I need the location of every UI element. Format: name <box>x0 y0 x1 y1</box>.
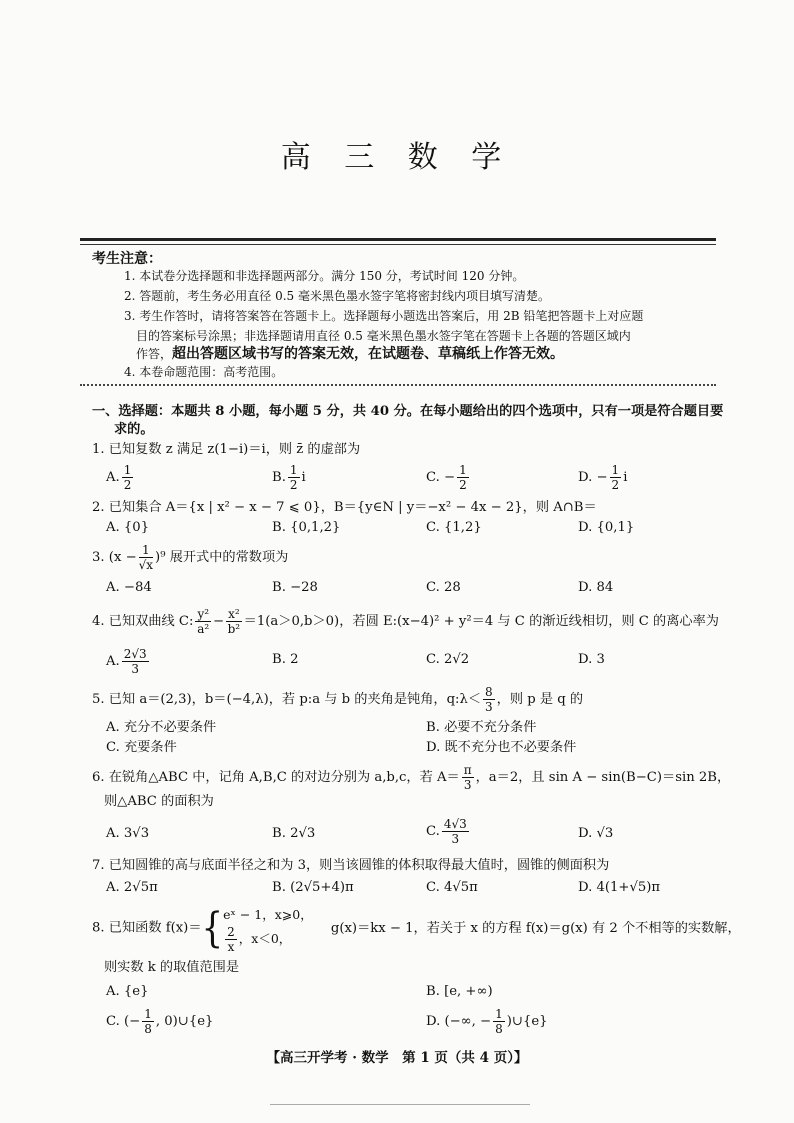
q5-f-den: 3 <box>485 700 493 714</box>
q3-suffix: 展开式中的常数项为 <box>169 550 289 565</box>
q4-f1-den: a² <box>197 622 210 636</box>
q1-d-num: 1 <box>611 463 620 477</box>
q6-f-num: π <box>463 763 472 777</box>
q4-minus: − <box>213 614 225 629</box>
q8-c-a: C. (− <box>106 1014 141 1029</box>
q8-d-num: 1 <box>495 1007 503 1021</box>
q8-c-frac <box>142 1008 154 1035</box>
q8-piece2-den: x <box>227 940 235 954</box>
notice-item-2: 2. 答题前，考生务必用直径 0.5 毫米黑色墨水签字笔将密封线内项目填写清楚。 <box>124 289 550 303</box>
q6-stem-a: 6. 在锐角△ABC 中，记角 A,B,C 的对边分别为 a,b,c，若 A＝ <box>92 770 460 785</box>
q1-d-label: D. − <box>578 470 608 485</box>
q6-c-frac <box>442 818 469 845</box>
q8-stem-line2: 则实数 k 的取值范围是 <box>104 960 240 975</box>
q8-d-b: )∪{e} <box>506 1014 548 1029</box>
q4-a-num: 2√3 <box>123 647 147 661</box>
q4-frac-1 <box>195 608 211 635</box>
q8-stem <box>92 904 741 953</box>
q4-stem-b: ＝1(a＞0,b＞0)，若圆 E:(x−4)² + y²＝4 与 C 的渐近线相切，则 C 的离心率为 <box>243 614 719 629</box>
q3-frac-den: √x <box>138 558 154 572</box>
q2-option-a: A. {0} <box>106 520 150 535</box>
notice-emphasis: 超出答题区域书写的答案无效，在试题卷、草稿纸上作答无效。 <box>172 346 565 362</box>
notice-item-3-end <box>136 344 736 364</box>
q3-expr-left: (x − <box>108 550 137 565</box>
q1-c-num: 1 <box>459 463 467 477</box>
q2-stem: 2. 已知集合 A＝{x | x² − x − 7 ⩽ 0}，B＝{y∈N | y＝−x² − 4x − 2}，则 A∩B＝ <box>92 500 597 515</box>
notice-item-3-cont: 目的答案标号涂黑；非选择题请用直径 0.5 毫米黑色墨水签字笔在答题卡上各题的答题区域内 <box>136 329 631 343</box>
page-title: 高 三 数 学 <box>280 140 514 175</box>
q5-stem-a: 5. 已知 a＝(2,3)，b＝(−4,λ)，若 p:a 与 b 的夹角是钝角，q:λ＜ <box>92 692 482 707</box>
q4-a-frac <box>122 648 149 675</box>
q8-pieces <box>223 904 313 953</box>
q2-option-d: D. {0,1} <box>578 520 635 535</box>
notice-divider <box>80 384 716 386</box>
notice-item-1: 1. 本试卷分选择题和非选择题两部分。满分 150 分，考试时间 120 分钟。 <box>124 269 525 283</box>
q3-option-c: C. 28 <box>426 580 461 595</box>
q4-frac-2 <box>226 608 242 635</box>
q8-piece-2-frac <box>225 926 237 953</box>
q8-option-a: A. {e} <box>106 984 149 999</box>
q8-piece2-num: 2 <box>227 925 235 939</box>
q4-a-den: 3 <box>131 662 139 676</box>
q1-a-frac <box>122 464 134 491</box>
footer-rule <box>270 1104 530 1105</box>
q8-c-b: , 0)∪{e} <box>155 1014 214 1029</box>
q8-option-b: B. [e, +∞) <box>426 984 493 999</box>
q6-c-den: 3 <box>451 832 460 846</box>
q7-option-a: A. 2√5π <box>106 880 158 895</box>
q3-option-a: A. −84 <box>106 580 152 595</box>
q1-c-frac <box>457 464 469 491</box>
q3-stem <box>92 544 288 571</box>
q7-stem: 7. 已知圆锥的高与底面半径之和为 3，则当该圆锥的体积取得最大值时，圆锥的侧面积为 <box>92 858 610 873</box>
q6-c-label: C. <box>426 824 440 839</box>
q1-b-suffix: i <box>301 470 306 485</box>
q3-prefix: 3. <box>92 550 105 565</box>
q8-option-c <box>106 1008 213 1035</box>
q8-d-a: D. (−∞, − <box>426 1014 492 1029</box>
q7-option-b: B. (2√5+4)π <box>272 880 354 895</box>
q1-a-label: A. <box>106 470 120 485</box>
q4-option-c: C. 2√2 <box>426 652 470 667</box>
q1-option-a <box>106 464 135 491</box>
q5-option-a: A. 充分不必要条件 <box>106 720 217 735</box>
q1-d-suffix: i <box>623 470 628 485</box>
q8-option-d <box>426 1008 548 1035</box>
q5-stem <box>92 686 583 713</box>
q1-c-label: C. − <box>426 470 456 485</box>
q4-a-label: A. <box>106 654 120 669</box>
q2-option-b: B. {0,1,2} <box>272 520 341 535</box>
q3-option-b: B. −28 <box>272 580 318 595</box>
q3-expr-right: )⁹ <box>155 550 166 565</box>
q1-stem: 1. 已知复数 z 满足 z(1−i)＝i，则 z̄ 的虚部为 <box>92 442 361 457</box>
q4-f2-num: x² <box>228 607 240 621</box>
q1-b-label: B. <box>272 470 286 485</box>
q1-option-b <box>272 464 306 491</box>
header-rule-thin <box>80 244 716 245</box>
q5-option-d: D. 既不充分也不必要条件 <box>426 740 577 755</box>
q8-stem-b: g(x)＝kx − 1，若关于 x 的方程 f(x)＝g(x) 有 2 个不相等的实数解， <box>330 920 741 936</box>
q1-option-c <box>426 464 471 491</box>
q5-option-b: B. 必要不充分条件 <box>426 720 537 735</box>
page-footer: 【高三开学考 · 数学 第 1 页（共 4 页）】 <box>266 1050 528 1066</box>
q4-option-b: B. 2 <box>272 652 299 667</box>
q1-b-den: 2 <box>289 478 298 492</box>
q8-piece-2-rest: ，x＜0， <box>238 931 292 946</box>
q1-a-num: 1 <box>123 463 132 477</box>
q6-stem-b: ，a＝2，且 sin A − sin(B−C)＝sin 2B， <box>475 770 731 785</box>
q1-b-num: 1 <box>289 463 298 477</box>
q6-option-b: B. 2√3 <box>272 826 316 841</box>
section-heading-cont: 求的。 <box>114 422 154 437</box>
notice-item-3-tail: 作答， <box>136 347 173 361</box>
q8-d-frac <box>493 1008 505 1035</box>
q6-option-d: D. √3 <box>578 826 614 841</box>
q4-stem-a: 4. 已知双曲线 C: <box>92 614 194 629</box>
q4-f1-num: y² <box>197 607 210 621</box>
q7-option-d: D. 4(1+√5)π <box>578 880 661 895</box>
q6-stem-line2: 则△ABC 的面积为 <box>104 794 214 809</box>
q4-option-a <box>106 648 151 675</box>
q2-option-c: C. {1,2} <box>426 520 482 535</box>
q3-option-d: D. 84 <box>578 580 614 595</box>
q8-prefix: 8. 已知函数 f(x)＝ <box>92 920 202 936</box>
q4-option-d: D. 3 <box>578 652 605 667</box>
q1-a-den: 2 <box>123 478 132 492</box>
q1-c-den: 2 <box>459 478 467 492</box>
q6-c-num: 4√3 <box>443 817 467 831</box>
q6-frac <box>462 764 474 791</box>
q6-stem <box>92 764 730 791</box>
q3-frac-num: 1 <box>139 544 153 558</box>
q5-stem-b: ，则 p 是 q 的 <box>496 692 584 707</box>
q5-frac <box>483 686 495 713</box>
q8-c-num: 1 <box>144 1007 152 1021</box>
q5-option-c: C. 充要条件 <box>106 740 177 755</box>
q6-option-c <box>426 818 471 845</box>
q8-piece-1: eˣ − 1，x⩾0， <box>223 907 313 922</box>
header-rule-thick <box>80 238 716 241</box>
q8-c-den: 8 <box>144 1022 152 1036</box>
notice-item-3: 3. 考生作答时，请将答案答在答题卡上。选择题每小题选出答案后，用 2B 铅笔把答题卡上对应题 <box>124 309 644 323</box>
q4-stem <box>92 608 719 635</box>
q7-option-c: C. 4√5π <box>426 880 478 895</box>
q1-option-d <box>578 464 627 491</box>
q5-f-num: 8 <box>485 685 493 699</box>
q6-f-den: 3 <box>463 778 472 792</box>
q1-d-den: 2 <box>611 478 620 492</box>
notice-heading: 考生注意： <box>92 251 162 267</box>
q1-b-frac <box>288 464 300 491</box>
q4-f2-den: b² <box>227 622 241 636</box>
notice-item-4: 4. 本卷命题范围：高考范围。 <box>124 365 284 379</box>
section-heading: 一、选择题：本题共 8 小题，每小题 5 分，共 40 分。在每小题给出的四个选项中，只有一项是符合题目要 <box>92 404 724 419</box>
left-brace-icon: { <box>201 904 224 953</box>
q6-option-a: A. 3√3 <box>106 826 150 841</box>
q1-d-frac <box>610 464 622 491</box>
q3-frac <box>139 544 153 571</box>
q8-d-den: 8 <box>495 1022 503 1036</box>
